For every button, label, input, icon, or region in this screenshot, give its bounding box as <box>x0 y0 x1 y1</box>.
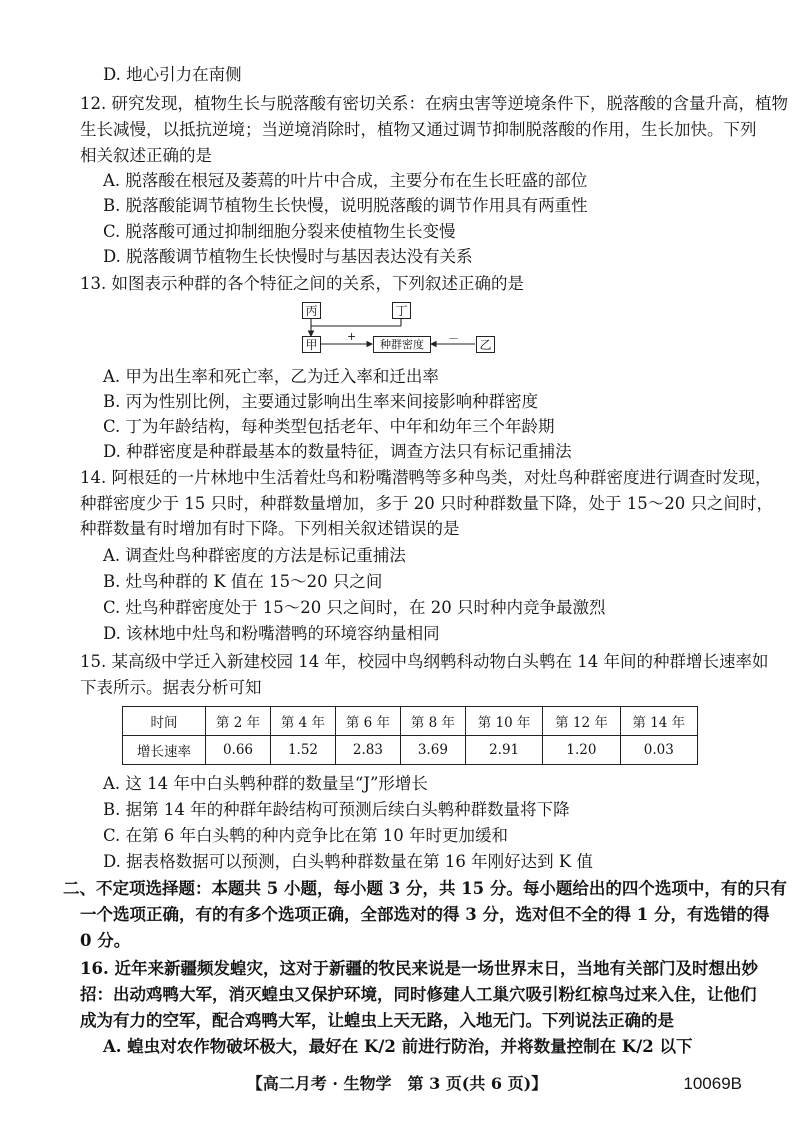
q12-stem-line: 生长减慢，以抵抗逆境；当逆境消除时，植物又通过调节抑制脱落酸的作用，生长加快。下列 <box>80 120 757 139</box>
section-heading-line: 0 分。 <box>80 931 131 950</box>
table-cell: 1.52 <box>270 736 335 765</box>
footer-title: 【高二月考 · 生物学 第 3 页(共 6 页)】 <box>246 1074 548 1093</box>
table-cell: 第 2 年 <box>206 707 271 736</box>
q16-stem-line: 招：出动鸡鸭大军，消灭蝗虫又保护环境，同时修建人工巢穴吸引粉红椋鸟过来入住，让他们 <box>80 985 757 1004</box>
growth-rate-table <box>122 706 698 765</box>
q11-option-d: D. 地心引力在南侧 <box>103 65 242 84</box>
q15-option-c: C. 在第 6 年白头鹎的种内竞争比在第 10 年时更加缓和 <box>103 826 508 845</box>
table-cell: 0.03 <box>620 736 697 765</box>
table-cell: 第 14 年 <box>620 707 697 736</box>
table-cell: 1.20 <box>543 736 620 765</box>
q15-stem-line: 下表所示。据表分析可知 <box>80 678 262 697</box>
q14-option-d: D. 该林地中灶鸟和粉嘴潜鸭的环境容纳量相同 <box>103 624 440 643</box>
table-cell: 3.69 <box>400 736 465 765</box>
minus-sign: － <box>448 332 459 345</box>
q13-option-a: A. 甲为出生率和死亡率，乙为迁入率和迁出率 <box>103 367 439 386</box>
q14-stem-line: 14. 阿根廷的一片林地中生活着灶鸟和粉嘴潜鸭等多种鸟类，对灶鸟种群密度进行调查时发现， <box>80 468 772 487</box>
box-ding: 丁 <box>392 302 411 319</box>
q13-option-c: C. 丁为年龄结构，每种类型包括老年、中年和幼年三个年龄期 <box>103 417 555 436</box>
table-cell: 2.83 <box>335 736 400 765</box>
table-cell: 第 10 年 <box>465 707 542 736</box>
table-row <box>123 736 698 765</box>
table-cell: 0.66 <box>206 736 271 765</box>
table-row <box>123 707 698 736</box>
q14-option-c: C. 灶鸟种群密度处于 15～20 只之间时，在 20 只时种内竞争最激烈 <box>103 598 606 617</box>
q14-stem-line: 种群数量有时增加有时下降。下列相关叙述错误的是 <box>80 519 460 538</box>
q14-stem-line: 种群密度少于 15 只时，种群数量增加，多于 20 只时种群数量下降，处于 15～20 只之间时， <box>80 494 773 513</box>
section-heading-line: 二、不定项选择题：本题共 5 小题，每小题 3 分，共 15 分。每小题给出的四个选项中，有的只有 <box>63 879 787 898</box>
table-cell: 2.91 <box>465 736 542 765</box>
q12-stem-line: 相关叙述正确的是 <box>80 146 212 165</box>
table-header-cell: 时间 <box>123 707 206 736</box>
q12-option-b: B. 脱落酸能调节植物生长快慢，说明脱落酸的调节作用具有两重性 <box>103 196 588 215</box>
q14-option-a: A. 调查灶鸟种群密度的方法是标记重捕法 <box>103 546 406 565</box>
table-cell: 第 12 年 <box>543 707 620 736</box>
plus-sign: + <box>347 330 357 343</box>
q16-stem-line: 成为有力的空军，配合鸡鸭大军，让蝗虫上天无路，入地无门。下列说法正确的是 <box>80 1011 674 1030</box>
box-bing: 丙 <box>302 302 321 319</box>
q13-option-d: D. 种群密度是种群最基本的数量特征，调查方法只有标记重捕法 <box>103 442 572 461</box>
paper-code: 10069B <box>683 1074 742 1093</box>
section-heading-line: 一个选项正确，有的有多个选项正确，全部选对的得 3 分，选对但不全的得 1 分，有选错的得 <box>80 905 770 924</box>
q12-option-d: D. 脱落酸调节植物生长快慢时与基因表达没有关系 <box>103 247 473 266</box>
q15-option-a: A. 这 14 年中白头鹎种群的数量呈“J”形增长 <box>103 774 428 793</box>
q16-stem-line: 16. 近年来新疆频发蝗灾，这对于新疆的牧民来说是一场世界末日，当地有关部门及时想出妙 <box>80 959 758 978</box>
q12-option-c: C. 脱落酸可通过抑制细胞分裂来使植物生长变慢 <box>103 222 456 241</box>
q14-option-b: B. 灶鸟种群的 K 值在 15～20 只之间 <box>103 572 383 591</box>
box-yi: 乙 <box>476 336 495 353</box>
table-cell: 第 4 年 <box>270 707 335 736</box>
table-cell: 第 6 年 <box>335 707 400 736</box>
q12-option-a: A. 脱落酸在根冠及萎蔫的叶片中合成，主要分布在生长旺盛的部位 <box>103 171 588 190</box>
q15-option-b: B. 据第 14 年的种群年龄结构可预测后续白头鹎种群数量将下降 <box>103 800 570 819</box>
q16-option-a: A. 蝗虫对农作物破坏极大，最好在 K/2 前进行防治，并将数量控制在 K/2 以下 <box>103 1037 693 1056</box>
q15-stem-line: 15. 某高级中学迁入新建校园 14 年，校园中鸟纲鹎科动物白头鹎在 14 年间的种群增长速率如 <box>80 652 769 671</box>
table-cell: 第 8 年 <box>400 707 465 736</box>
q15-option-d: D. 据表格数据可以预测，白头鹎种群数量在第 16 年刚好达到 K 值 <box>103 852 593 871</box>
q13-option-b: B. 丙为性别比例，主要通过影响出生率来间接影响种群密度 <box>103 392 539 411</box>
q12-stem-line: 12. 研究发现，植物生长与脱落酸有密切关系：在病虫害等逆境条件下，脱落酸的含量升高，植物 <box>80 94 788 113</box>
table-header-cell: 增长速率 <box>123 736 206 765</box>
population-features-diagram <box>300 300 515 360</box>
box-jia: 甲 <box>302 336 321 353</box>
box-population-density: 种群密度 <box>373 336 431 353</box>
q13-stem: 13. 如图表示种群的各个特征之间的关系，下列叙述正确的是 <box>80 274 524 293</box>
